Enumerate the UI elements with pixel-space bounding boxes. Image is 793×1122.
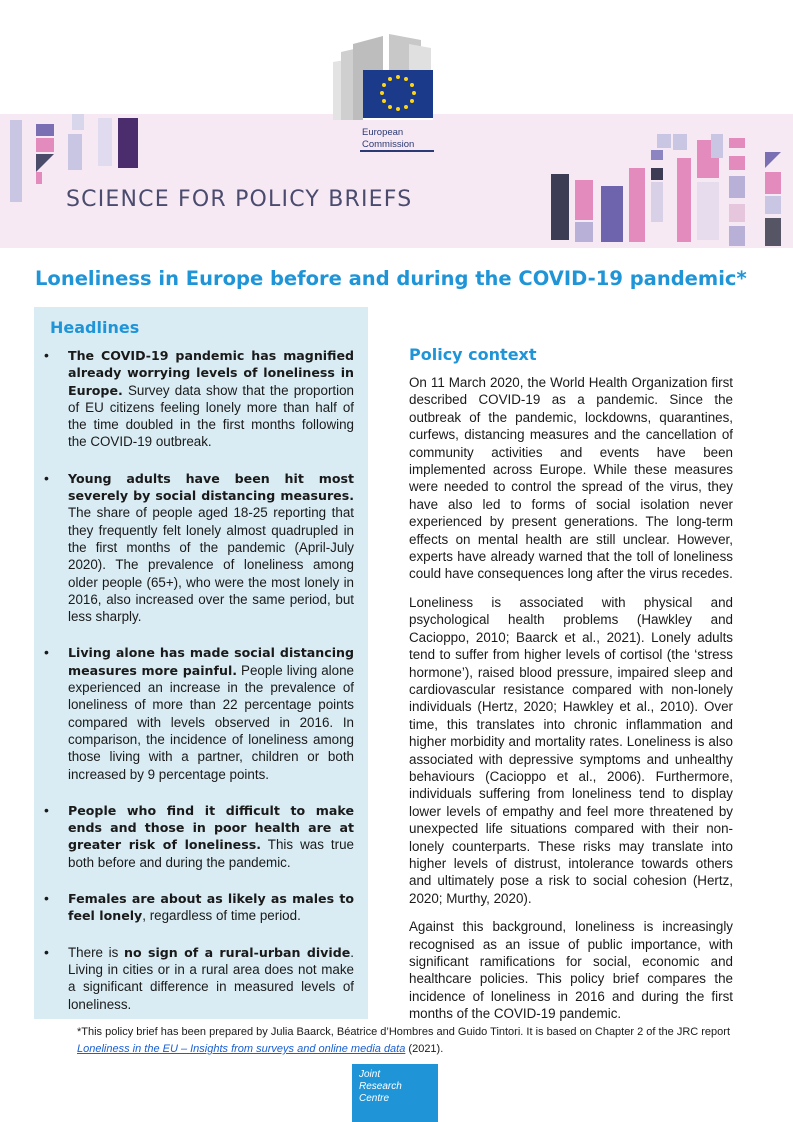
jrc-badge xyxy=(352,1064,438,1122)
headline-item: • The COVID-19 pandemic has magnified already worrying levels of loneliness in Europe. Survey data show that the proportion of EU citizens feeling lonely more than half of the time doubled in the first months following the COVID-19 outbreak. xyxy=(68,347,354,451)
headlines-list xyxy=(68,347,354,1032)
policy-paragraph: On 11 March 2020, the World Health Organization first described COVID-19 as a pandemic. Since the outbreak of the pandemic, lockdowns, quarantines, curfews, distancing measures and the cancellation of community activities and events have been implemented across Europe. While these measures were needed to control the spread of the virus, they have also led to forms of social isolation never experienced by present generations. The long-term effects on mental health are still unclear. However, experts have already warned that the toll of loneliness could have consequences long after the virus recedes. xyxy=(409,375,733,582)
headline-item: • Young adults have been hit most severely by social distancing measures. The share of people aged 18-25 reporting that they frequently felt lonely almost quadrupled in the first months of the pandemic (April-July 2020). The prevalence of loneliness among older people (65+), who were the most lonely in 2016, also increased over the same period, but less sharply. xyxy=(68,470,354,626)
main-title: Loneliness in Europe before and during the COVID-19 pandemic* xyxy=(35,267,747,290)
decorative-blocks-right xyxy=(545,134,793,248)
series-title: SCIENCE FOR POLICY BRIEFS xyxy=(66,187,413,212)
policy-context-title: Policy context xyxy=(409,345,537,364)
policy-paragraph: Against this background, loneliness is increasingly recognised as an issue of public importance, with significant ramifications for social, economic and healthcare policies. This policy brief compares the incidence of loneliness in 2016 and during the first months of the COVID-19 pandemic. xyxy=(409,919,733,1022)
headline-item: • People who find it difficult to make ends and those in poor health are at greater risk of loneliness. This was true both before and during the pandemic. xyxy=(68,802,354,871)
jrc-report-link[interactable]: Loneliness in the EU – Insights from surveys and online media data xyxy=(77,1043,406,1055)
organization-name: European Commission xyxy=(362,127,415,150)
headlines-title: Headlines xyxy=(50,318,140,337)
jrc-badge-text: Joint Research Centre xyxy=(359,1069,402,1104)
headline-item: • There is no sign of a rural-urban divide. Living in cities or in a rural area does not make a significant difference in measured levels of loneliness. xyxy=(68,944,354,1013)
headlines-box xyxy=(34,307,368,1019)
footnote: *This policy brief has been prepared by Julia Baarck, Béatrice d’Hombres and Guido Tintori. It is based on Chapter 2 of the JRC report Loneliness in the EU – Insights from surveys and online media data (2021). xyxy=(77,1026,731,1055)
headline-item: • Living alone has made social distancing measures more painful. People living alone experienced an increase in the prevalence of loneliness of more than 22 percentage points compared with levels observed in 2016. In comparison, the incidence of loneliness among those living with a partner, children or both increased by 9 percentage points. xyxy=(68,644,354,782)
logo-underline xyxy=(360,150,434,152)
headline-item: • Females are about as likely as males to feel lonely, regardless of time period. xyxy=(68,890,354,925)
policy-paragraph: Loneliness is associated with physical and psychological health problems (Hawkley and Cacioppo, 2010; Baarck et al., 2021). Lonely adults tend to suffer from higher levels of cortisol (the ‘stress hormone’), raised blood pressure, impaired sleep and cardiovascular resistance compared with non-lonely individuals (Hertz, 2020; Hawkley et al., 2010). Over time, this translates into chronic inflammation and higher morbidity and mortality rates. Loneliness is also associated with depressive symptoms and unhealthy behaviours (Cacioppo et al., 2006). Furthermore, individuals suffering from loneliness tend to display lower levels of empathy and feel more threatened by unexpected life situations compared with their non-lonely counterparts. These risks may translate into higher levels of distrust, intolerance towards others and ultimately pose a risk to social cohesion (Hertz, 2020; Murthy, 2020). xyxy=(409,594,733,906)
policy-context-body xyxy=(409,374,733,1034)
